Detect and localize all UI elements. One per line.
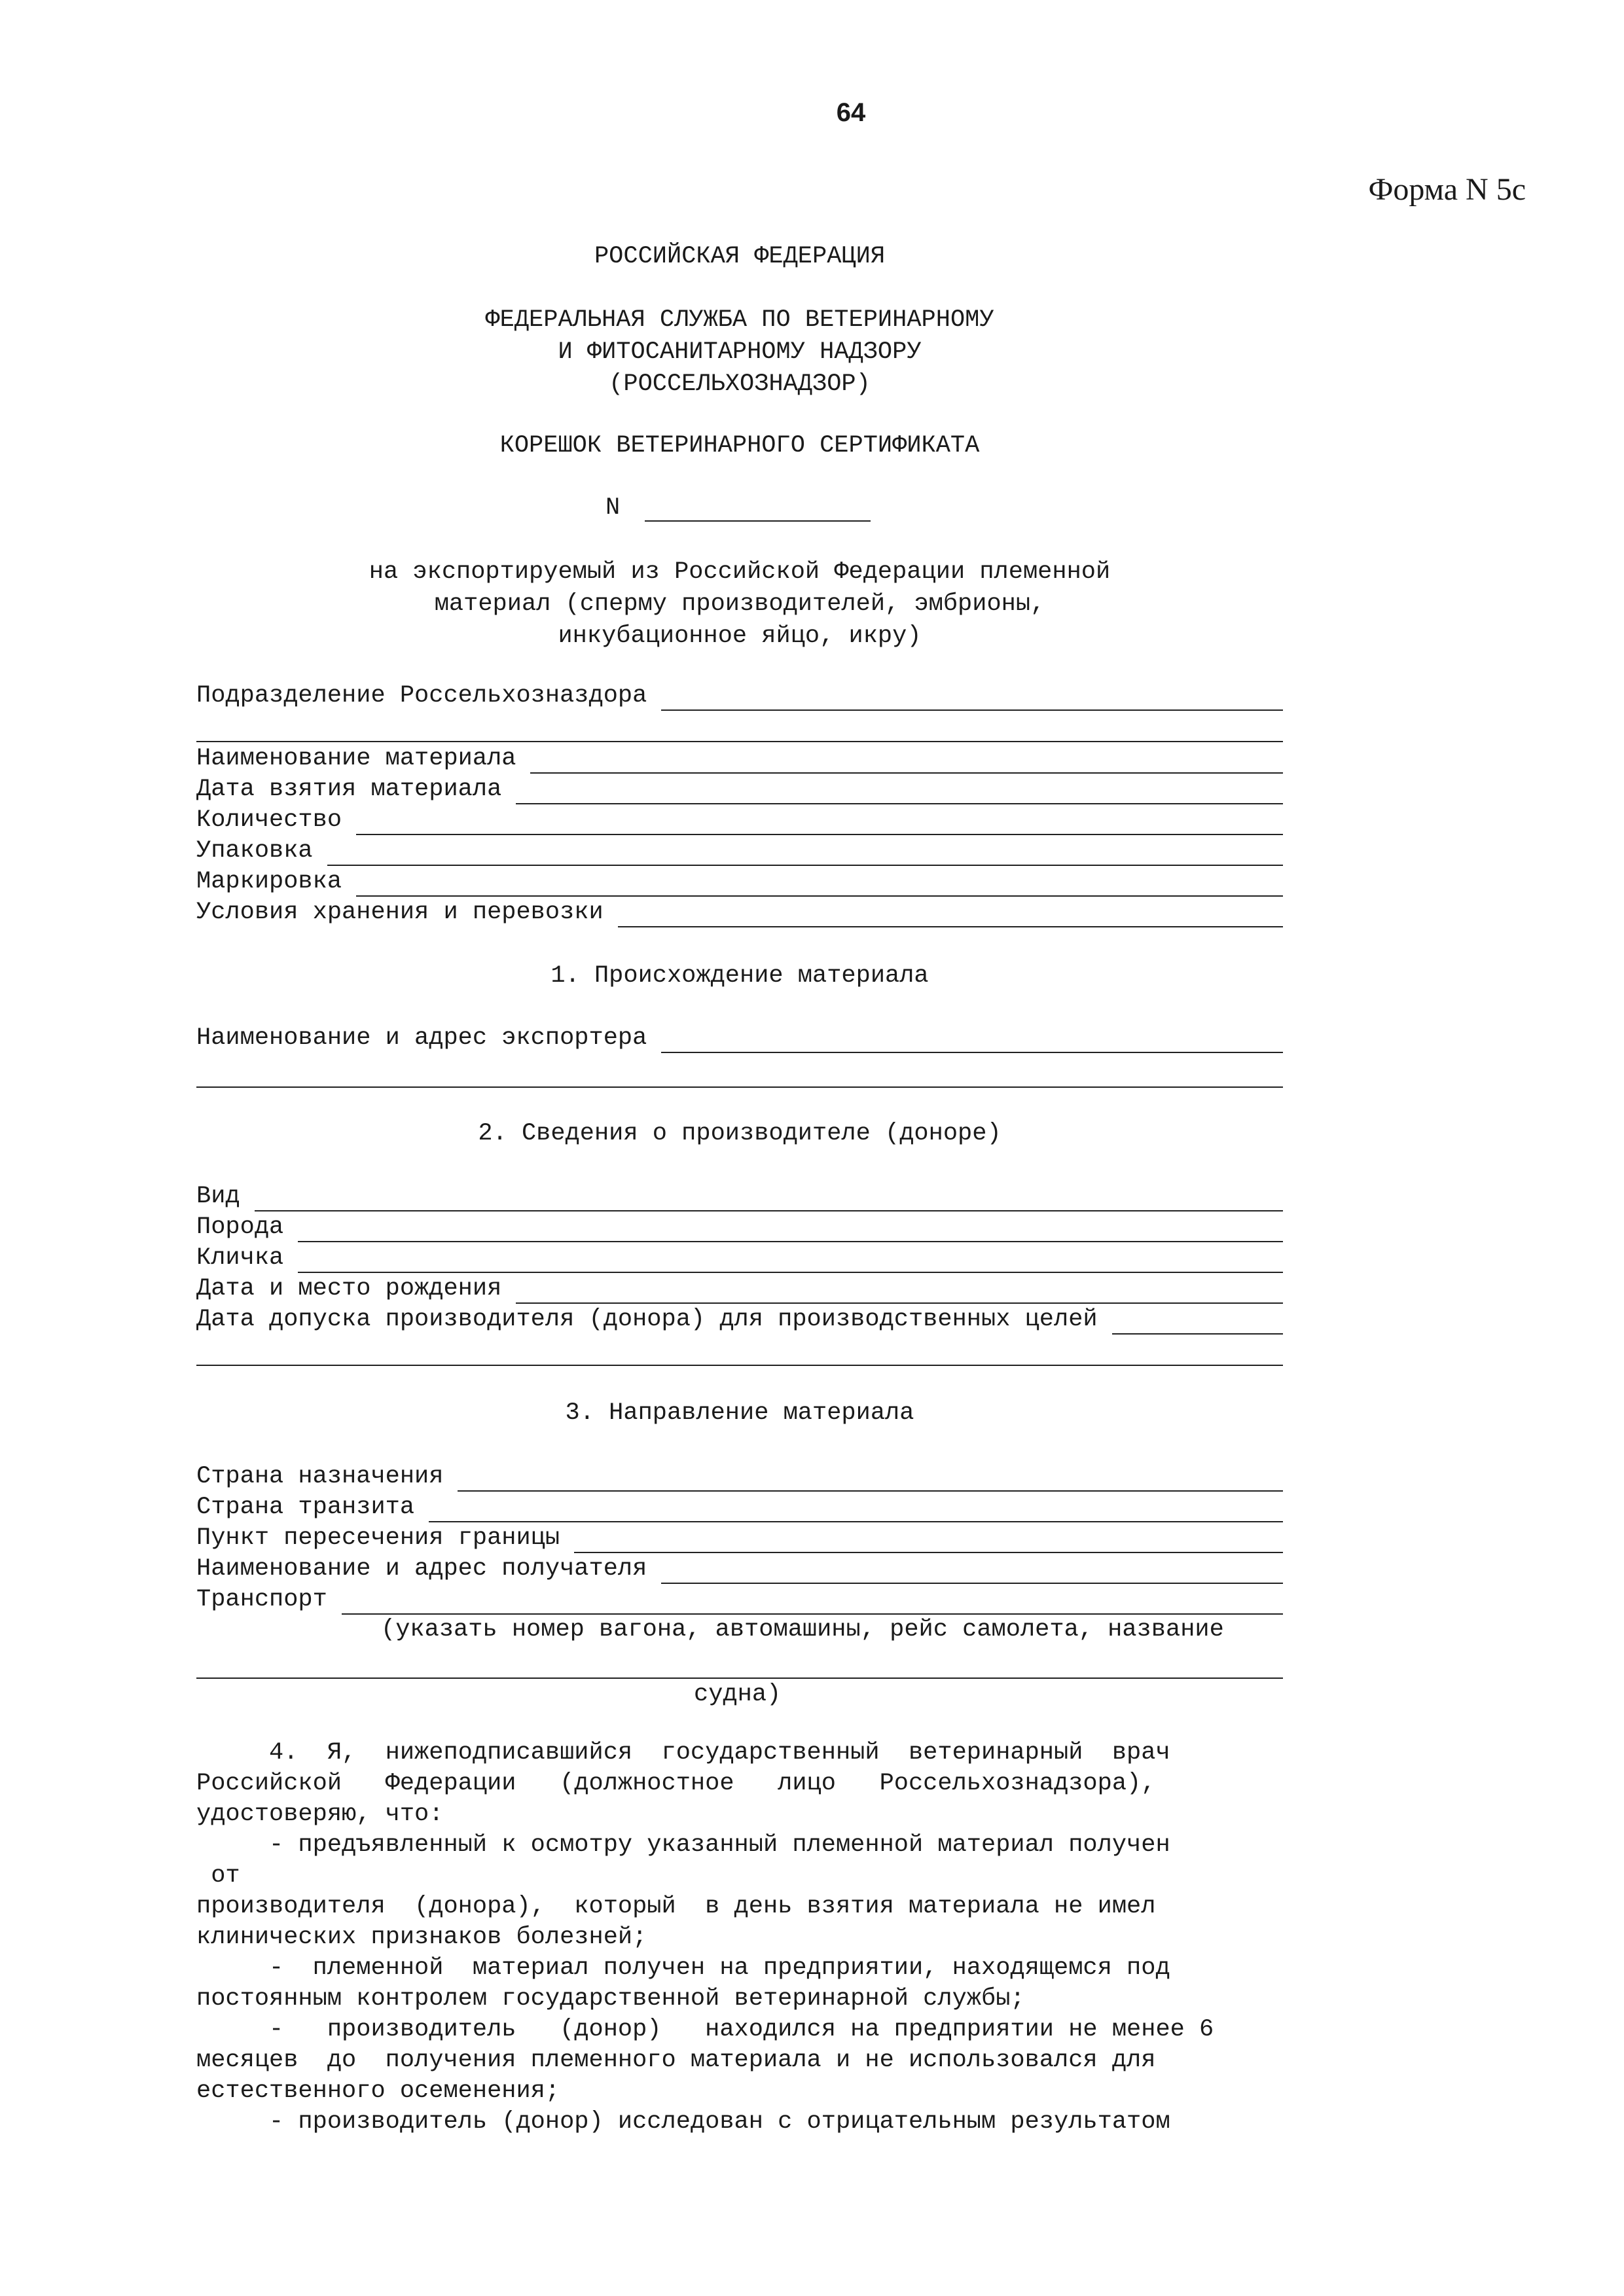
storage-conditions-field[interactable] <box>196 897 1283 927</box>
transit-country-field[interactable] <box>196 1492 1283 1522</box>
border-crossing-label: Пункт пересечения границы <box>196 1524 560 1552</box>
section-1-title: 1. Происхождение материала <box>550 962 929 990</box>
collection-date-label: Дата взятия материала <box>196 776 502 803</box>
exporter-continuation-line <box>196 1086 1283 1088</box>
section-4-clause-4: - производитель (донор) исследован с отрицательным результатом <box>196 2108 1170 2136</box>
agency-line-1: ФЕДЕРАЛЬНАЯ СЛУЖБА ПО ВЕТЕРИНАРНОМУ <box>485 306 994 334</box>
section-2-title: 2. Сведения о производителе (доноре) <box>478 1120 1001 1147</box>
subtitle-line-2: материал (сперму производителей, эмбрионы, <box>434 590 1045 618</box>
subdivision-field[interactable] <box>196 681 1283 711</box>
subdivision-label: Подразделение Россельхозназдора <box>196 682 647 709</box>
destination-country-field[interactable] <box>196 1462 1283 1492</box>
collection-date-field[interactable] <box>196 774 1283 804</box>
quantity-field[interactable] <box>196 805 1283 835</box>
section-4-clause-3: - производитель (донор) находился на предприятии не менее 6 месяцев до получения племенного материала и не использовался для естественного осеменения; <box>196 2016 1214 2105</box>
nickname-field[interactable] <box>196 1243 1283 1273</box>
subtitle-line-1: на экспортируемый из Российской Федерации племенной <box>369 558 1111 586</box>
section-4-clause-2: - племенной материал получен на предприятии, находящемся под постоянным контролем государственной ветеринарной службы; <box>196 1954 1170 2013</box>
certificate-number-field[interactable] <box>645 520 871 522</box>
recipient-field[interactable] <box>196 1554 1283 1584</box>
admission-date-label: Дата допуска производителя (донора) для производственных целей <box>196 1306 1098 1333</box>
storage-conditions-label: Условия хранения и перевозки <box>196 899 604 926</box>
species-field[interactable] <box>196 1181 1283 1211</box>
transport-field[interactable] <box>196 1585 1283 1615</box>
section-3-title: 3. Направление материала <box>565 1399 914 1427</box>
admission-date-field[interactable] <box>196 1304 1283 1335</box>
subdivision-continuation-line <box>196 741 1283 742</box>
quantity-label: Количество <box>196 806 342 834</box>
exporter-field[interactable] <box>196 1023 1283 1053</box>
page-number: 64 <box>836 98 866 127</box>
admission-continuation-line <box>196 1365 1283 1366</box>
subtitle-line-3: инкубационное яйцо, икру) <box>558 622 922 650</box>
birth-date-place-label: Дата и место рождения <box>196 1275 502 1302</box>
transport-note-line-1: (указать номер вагона, автомашины, рейс самолета, название <box>381 1616 1224 1643</box>
agency-line-2: И ФИТОСАНИТАРНОМУ НАДЗОРУ <box>558 338 922 366</box>
breed-label: Порода <box>196 1213 284 1241</box>
marking-label: Маркировка <box>196 868 342 895</box>
breed-field[interactable] <box>196 1212 1283 1242</box>
transit-country-label: Страна транзита <box>196 1494 415 1521</box>
certificate-number-label: N <box>605 494 621 522</box>
section-4-clause-1: - предъявленный к осмотру указанный племенной материал получен от производителя (донора), который в день взятия материала не имел клинических признаков болезней; <box>196 1831 1170 1951</box>
birth-date-place-field[interactable] <box>196 1274 1283 1304</box>
destination-country-label: Страна назначения <box>196 1463 444 1490</box>
marking-field[interactable] <box>196 867 1283 897</box>
transport-label: Транспорт <box>196 1586 327 1613</box>
material-name-field[interactable] <box>196 744 1283 774</box>
recipient-label: Наименование и адрес получателя <box>196 1555 647 1583</box>
document-title: КОРЕШОК ВЕТЕРИНАРНОГО СЕРТИФИКАТА <box>499 432 980 459</box>
packaging-field[interactable] <box>196 836 1283 866</box>
species-label: Вид <box>196 1183 240 1210</box>
packaging-label: Упаковка <box>196 837 313 865</box>
section-4-intro: 4. Я, нижеподписавшийся государственный ветеринарный врач Российской Федерации (должностное лицо Россельхознадзора), удостоверяю, что: <box>196 1739 1170 1828</box>
form-number: Форма N 5с <box>1368 172 1526 207</box>
material-name-label: Наименование материала <box>196 745 516 772</box>
country-heading: РОССИЙСКАЯ ФЕДЕРАЦИЯ <box>594 243 886 270</box>
transport-note-line-2: судна) <box>694 1681 782 1708</box>
exporter-label: Наименование и адрес экспортера <box>196 1024 647 1052</box>
agency-line-3: (РОССЕЛЬХОЗНАДЗОР) <box>609 370 871 398</box>
nickname-label: Кличка <box>196 1244 284 1272</box>
border-crossing-field[interactable] <box>196 1523 1283 1553</box>
